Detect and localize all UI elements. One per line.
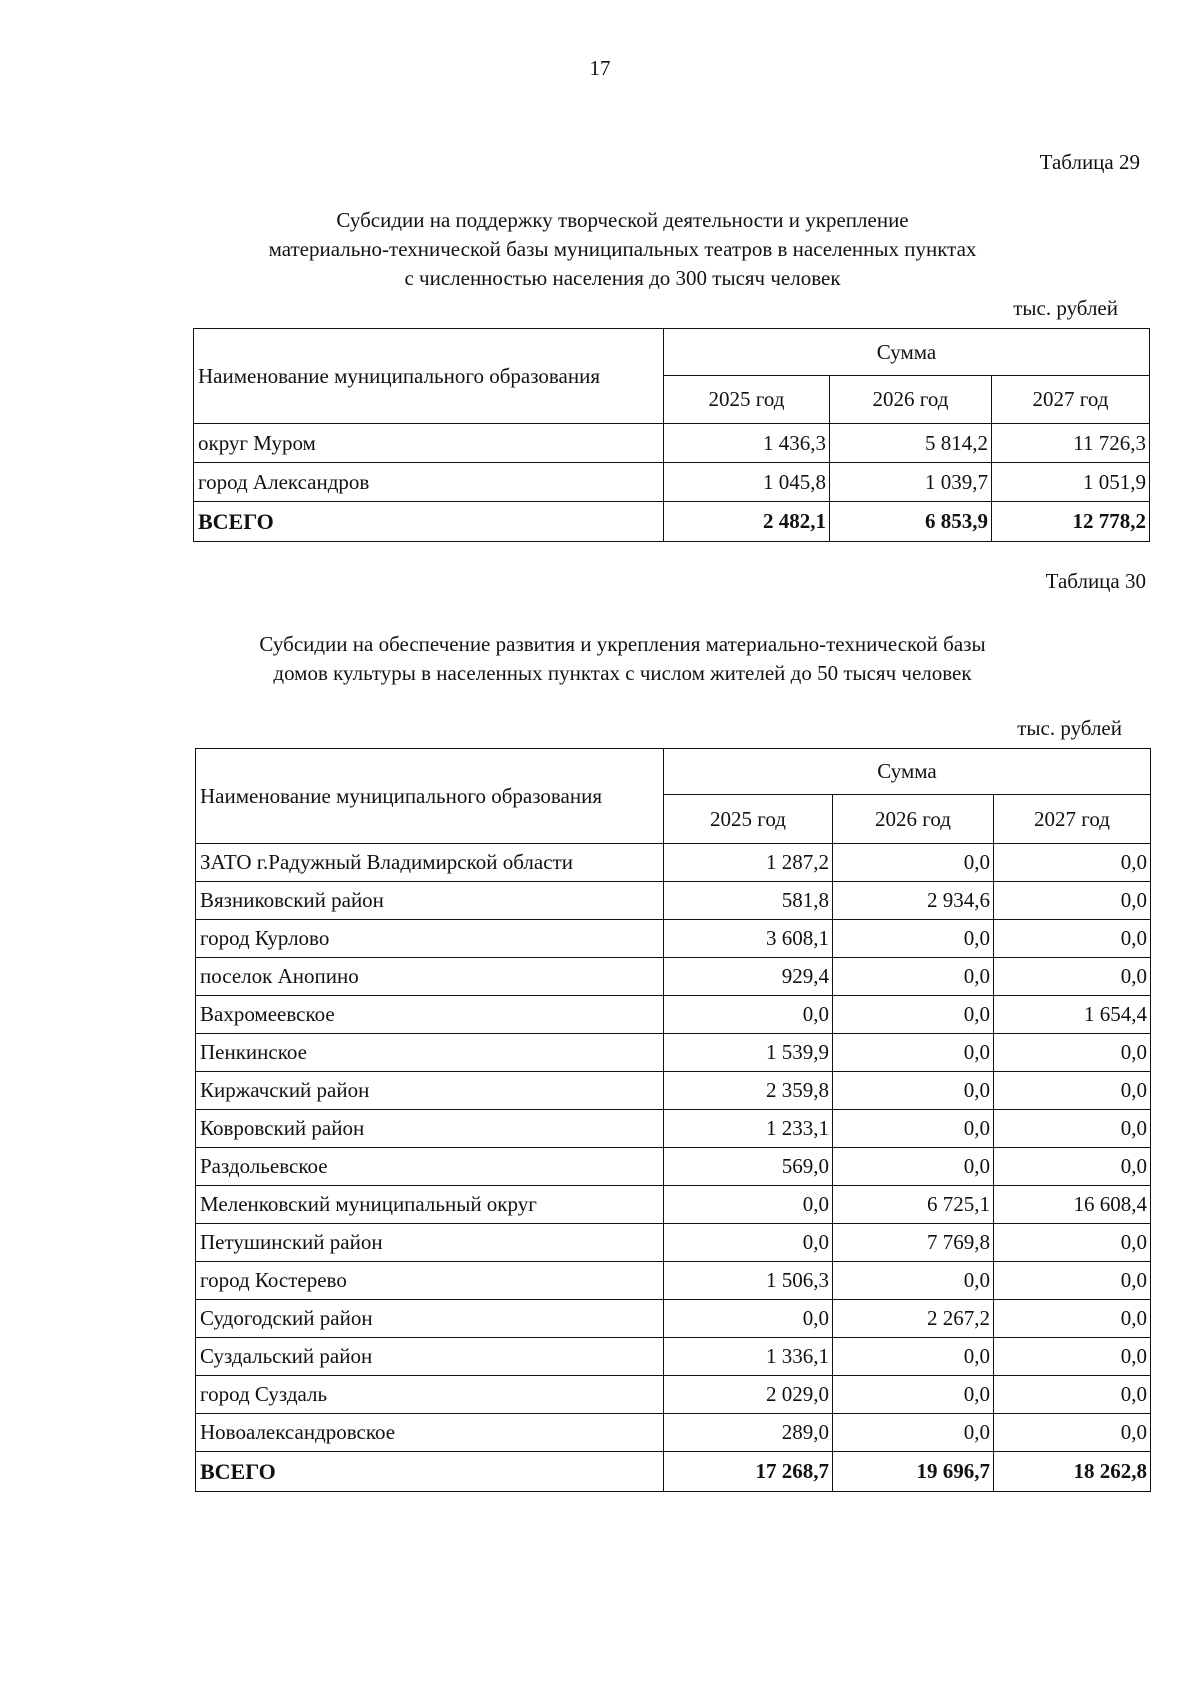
row-name: поселок Анопино [196, 958, 664, 996]
value-2027: 16 608,4 [994, 1186, 1151, 1224]
table-row [196, 1376, 1151, 1414]
value-2025: 289,0 [664, 1414, 833, 1452]
column-header-name: Наименование муниципального образования [196, 749, 664, 844]
total-2026: 19 696,7 [833, 1452, 994, 1492]
total-2026: 6 853,9 [830, 502, 992, 542]
total-2027: 18 262,8 [994, 1452, 1151, 1492]
value-2027: 0,0 [994, 958, 1151, 996]
value-2027: 11 726,3 [992, 424, 1150, 463]
value-2026: 0,0 [833, 958, 994, 996]
table-row [194, 463, 1150, 502]
page-number: 17 [589, 56, 611, 80]
row-name: Ковровский район [196, 1110, 664, 1148]
row-name: Новоалександровское [196, 1414, 664, 1452]
value-2026: 0,0 [833, 920, 994, 958]
table-row [196, 1186, 1151, 1224]
table-row [196, 920, 1151, 958]
table-29-label: Таблица 29 [1039, 150, 1140, 174]
column-header-2025: 2025 год [664, 376, 830, 424]
total-row [194, 502, 1150, 542]
total-2025: 17 268,7 [664, 1452, 833, 1492]
value-2025: 1 506,3 [664, 1262, 833, 1300]
value-2026: 0,0 [833, 844, 994, 882]
table-row [196, 1148, 1151, 1186]
value-2027: 0,0 [994, 1338, 1151, 1376]
total-2027: 12 778,2 [992, 502, 1150, 542]
value-2026: 0,0 [833, 1110, 994, 1148]
total-2025: 2 482,1 [664, 502, 830, 542]
value-2025: 0,0 [664, 996, 833, 1034]
value-2025: 0,0 [664, 1224, 833, 1262]
value-2026: 0,0 [833, 1338, 994, 1376]
row-name: город Курлово [196, 920, 664, 958]
row-name: Суздальский район [196, 1338, 664, 1376]
table-30-title-line: Субсидии на обеспечение развития и укрепления материально-технической базы [259, 632, 986, 656]
value-2026: 2 267,2 [833, 1300, 994, 1338]
table-29-title-line: Субсидии на поддержку творческой деятельности и укрепление [336, 208, 909, 232]
value-2026: 7 769,8 [833, 1224, 994, 1262]
table-row [194, 424, 1150, 463]
total-label: ВСЕГО [194, 502, 664, 542]
table-29-units: тыс. рублей [1013, 296, 1118, 320]
table-row [196, 1338, 1151, 1376]
table-29-title [180, 206, 1065, 293]
table-29-title-line: с численностью населения до 300 тысяч человек [404, 266, 841, 290]
value-2026: 0,0 [833, 1262, 994, 1300]
table-row [196, 1034, 1151, 1072]
value-2027: 0,0 [994, 882, 1151, 920]
column-header-name: Наименование муниципального образования [194, 329, 664, 424]
table-30-title [180, 630, 1065, 688]
value-2026: 0,0 [833, 996, 994, 1034]
row-name: город Костерево [196, 1262, 664, 1300]
table-30 [195, 748, 1151, 1492]
value-2027: 1 051,9 [992, 463, 1150, 502]
value-2026: 6 725,1 [833, 1186, 994, 1224]
column-header-sum: Сумма [664, 749, 1151, 795]
table-row [196, 844, 1151, 882]
column-header-2025: 2025 год [664, 795, 833, 844]
value-2025: 1 045,8 [664, 463, 830, 502]
value-2025: 0,0 [664, 1186, 833, 1224]
value-2027: 1 654,4 [994, 996, 1151, 1034]
table-row [196, 1224, 1151, 1262]
value-2027: 0,0 [994, 844, 1151, 882]
value-2025: 581,8 [664, 882, 833, 920]
value-2026: 1 039,7 [830, 463, 992, 502]
value-2025: 0,0 [664, 1300, 833, 1338]
row-name: город Суздаль [196, 1376, 664, 1414]
value-2026: 0,0 [833, 1034, 994, 1072]
table-30-header-row [196, 749, 1151, 795]
table-row [196, 1262, 1151, 1300]
table-29-header-row [194, 329, 1150, 376]
table-30-label: Таблица 30 [1045, 569, 1146, 593]
value-2027: 0,0 [994, 1224, 1151, 1262]
row-name: Киржачский район [196, 1072, 664, 1110]
table-row [196, 1414, 1151, 1452]
value-2027: 0,0 [994, 920, 1151, 958]
value-2026: 0,0 [833, 1414, 994, 1452]
row-name: Раздольевское [196, 1148, 664, 1186]
total-row [196, 1452, 1151, 1492]
table-row [196, 1072, 1151, 1110]
table-29-title-line: материально-технической базы муниципальных театров в населенных пунктах [268, 237, 977, 261]
column-header-2026: 2026 год [830, 376, 992, 424]
row-name: Петушинский район [196, 1224, 664, 1262]
table-row [196, 1110, 1151, 1148]
value-2027: 0,0 [994, 1110, 1151, 1148]
value-2026: 2 934,6 [833, 882, 994, 920]
row-name: Вязниковский район [196, 882, 664, 920]
value-2027: 0,0 [994, 1072, 1151, 1110]
row-name: Вахромеевское [196, 996, 664, 1034]
value-2027: 0,0 [994, 1148, 1151, 1186]
value-2025: 1 539,9 [664, 1034, 833, 1072]
table-30-units: тыс. рублей [1017, 716, 1122, 740]
table-row [196, 1300, 1151, 1338]
value-2025: 1 336,1 [664, 1338, 833, 1376]
table-row [196, 882, 1151, 920]
value-2025: 3 608,1 [664, 920, 833, 958]
value-2025: 569,0 [664, 1148, 833, 1186]
value-2027: 0,0 [994, 1262, 1151, 1300]
value-2025: 1 436,3 [664, 424, 830, 463]
value-2025: 1 287,2 [664, 844, 833, 882]
row-name: город Александров [194, 463, 664, 502]
value-2026: 5 814,2 [830, 424, 992, 463]
table-29 [193, 328, 1150, 542]
value-2027: 0,0 [994, 1034, 1151, 1072]
value-2026: 0,0 [833, 1376, 994, 1414]
table-30-title-line: домов культуры в населенных пунктах с числом жителей до 50 тысяч человек [273, 661, 972, 685]
column-header-2027: 2027 год [992, 376, 1150, 424]
column-header-2026: 2026 год [833, 795, 994, 844]
value-2027: 0,0 [994, 1376, 1151, 1414]
value-2025: 1 233,1 [664, 1110, 833, 1148]
value-2027: 0,0 [994, 1414, 1151, 1452]
value-2026: 0,0 [833, 1148, 994, 1186]
row-name: Судогодский район [196, 1300, 664, 1338]
total-label: ВСЕГО [196, 1452, 664, 1492]
value-2026: 0,0 [833, 1072, 994, 1110]
value-2025: 929,4 [664, 958, 833, 996]
table-row [196, 958, 1151, 996]
row-name: округ Муром [194, 424, 664, 463]
column-header-2027: 2027 год [994, 795, 1151, 844]
table-row [196, 996, 1151, 1034]
row-name: ЗАТО г.Радужный Владимирской области [196, 844, 664, 882]
column-header-sum: Сумма [664, 329, 1150, 376]
value-2025: 2 029,0 [664, 1376, 833, 1414]
value-2027: 0,0 [994, 1300, 1151, 1338]
row-name: Пенкинское [196, 1034, 664, 1072]
value-2025: 2 359,8 [664, 1072, 833, 1110]
row-name: Меленковский муниципальный округ [196, 1186, 664, 1224]
